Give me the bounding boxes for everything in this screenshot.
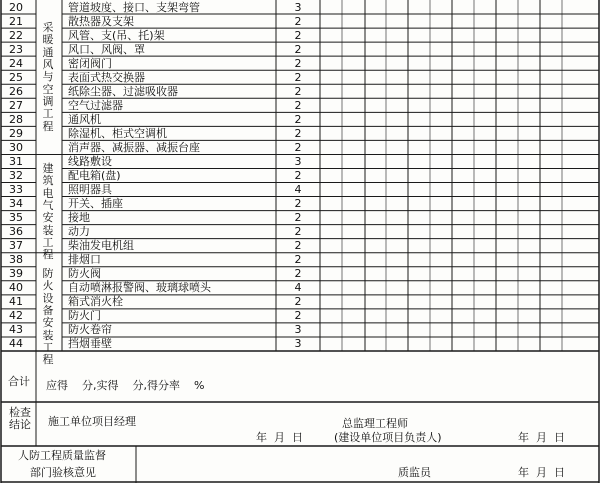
standard-score: 2 xyxy=(294,56,302,70)
item-name: 防火门 xyxy=(68,309,101,323)
item-name: 防火卷帘 xyxy=(68,323,112,337)
standard-score: 2 xyxy=(294,140,302,154)
item-name: 风管、支(吊、托)架 xyxy=(68,28,165,42)
check-conclusion-label: 检查结论 xyxy=(9,406,31,432)
category-hvac: 采暖通风与空调工程 xyxy=(42,21,54,133)
row-number: 37 xyxy=(9,239,23,253)
item-name: 密闭阀门 xyxy=(68,56,112,70)
contractor-manager-label: 施工单位项目经理 xyxy=(48,415,136,428)
standard-score: 4 xyxy=(294,281,302,295)
row-number: 21 xyxy=(9,14,23,28)
standard-score: 4 xyxy=(294,183,302,197)
owner-manager-label: (建设单位项目负责人) xyxy=(334,431,442,444)
item-name: 排烟口 xyxy=(68,253,101,267)
row-number: 33 xyxy=(9,183,23,197)
row-number: 29 xyxy=(9,126,23,140)
review-date: 年 月 日 xyxy=(518,466,565,479)
row-number: 34 xyxy=(9,197,23,211)
item-name: 柴油发电机组 xyxy=(68,239,134,253)
date-right: 年 月 日 xyxy=(518,431,565,444)
item-name: 挡烟垂壁 xyxy=(68,337,112,351)
item-name: 纸除尘器、过滤吸收器 xyxy=(68,84,178,98)
standard-score: 2 xyxy=(294,239,302,253)
item-name: 照明器具 xyxy=(68,183,112,197)
item-name: 自动喷淋报警阀、玻璃球喷头 xyxy=(68,281,211,295)
chief-supervisor-label: 总监理工程师 xyxy=(342,417,408,430)
item-name: 防火阀 xyxy=(68,267,101,281)
row-number: 23 xyxy=(9,42,23,56)
item-name: 通风机 xyxy=(68,112,101,126)
total-score-line: 应得 分,实得 分,得分率 % xyxy=(46,379,205,392)
row-number: 44 xyxy=(9,337,23,351)
standard-score: 2 xyxy=(294,197,302,211)
standard-score: 3 xyxy=(294,154,302,168)
item-name: 消声器、减振器、减振台座 xyxy=(68,140,200,154)
row-number: 35 xyxy=(9,211,23,225)
standard-score: 2 xyxy=(294,70,302,84)
total-label: 合计 xyxy=(8,375,30,388)
row-number: 42 xyxy=(9,309,23,323)
row-number: 41 xyxy=(9,295,23,309)
inspector-label: 质监员 xyxy=(398,466,431,479)
item-name: 接地 xyxy=(68,211,90,225)
row-number: 39 xyxy=(9,267,23,281)
row-number: 30 xyxy=(9,140,23,154)
standard-score: 2 xyxy=(294,42,302,56)
category-electrical: 建筑电气安装工程 xyxy=(42,162,54,262)
standard-score: 2 xyxy=(294,126,302,140)
item-name: 管道坡度、接口、支架弯管 xyxy=(68,0,200,14)
item-name: 箱式消火栓 xyxy=(68,295,123,309)
date-left: 年 月 日 xyxy=(256,431,303,444)
item-name: 散热器及支架 xyxy=(68,14,134,28)
row-number: 22 xyxy=(9,28,23,42)
item-name: 表面式热交换器 xyxy=(68,70,145,84)
row-number: 20 xyxy=(9,0,23,14)
row-number: 25 xyxy=(9,70,23,84)
row-number: 43 xyxy=(9,323,23,337)
standard-score: 3 xyxy=(294,0,302,14)
standard-score: 2 xyxy=(294,28,302,42)
item-name: 开关、插座 xyxy=(68,197,123,211)
standard-score: 2 xyxy=(294,112,302,126)
standard-score: 2 xyxy=(294,14,302,28)
row-number: 38 xyxy=(9,253,23,267)
row-number: 28 xyxy=(9,112,23,126)
standard-score: 3 xyxy=(294,337,302,351)
standard-score: 2 xyxy=(294,295,302,309)
standard-score: 2 xyxy=(294,84,302,98)
standard-score: 2 xyxy=(294,309,302,323)
row-number: 24 xyxy=(9,56,23,70)
row-number: 40 xyxy=(9,281,23,295)
standard-score: 2 xyxy=(294,267,302,281)
standard-score: 3 xyxy=(294,323,302,337)
row-number: 27 xyxy=(9,98,23,112)
standard-score: 2 xyxy=(294,253,302,267)
item-name: 风口、风阀、罩 xyxy=(68,42,145,56)
standard-score: 2 xyxy=(294,211,302,225)
item-name: 线路敷设 xyxy=(68,154,112,168)
item-name: 除湿机、柜式空调机 xyxy=(68,126,167,140)
review-label-line2: 部门验核意见 xyxy=(30,466,96,479)
standard-score: 2 xyxy=(294,98,302,112)
row-number: 31 xyxy=(9,154,23,168)
row-number: 32 xyxy=(9,168,23,182)
category-fire: 防火设备安装工程 xyxy=(42,267,54,367)
review-label-line1: 人防工程质量监督 xyxy=(18,449,106,462)
item-name: 空气过滤器 xyxy=(68,98,123,112)
item-name: 动力 xyxy=(68,225,90,239)
row-number: 36 xyxy=(9,225,23,239)
row-number: 26 xyxy=(9,84,23,98)
item-name: 配电箱(盘) xyxy=(68,168,121,182)
standard-score: 2 xyxy=(294,168,302,182)
standard-score: 2 xyxy=(294,225,302,239)
